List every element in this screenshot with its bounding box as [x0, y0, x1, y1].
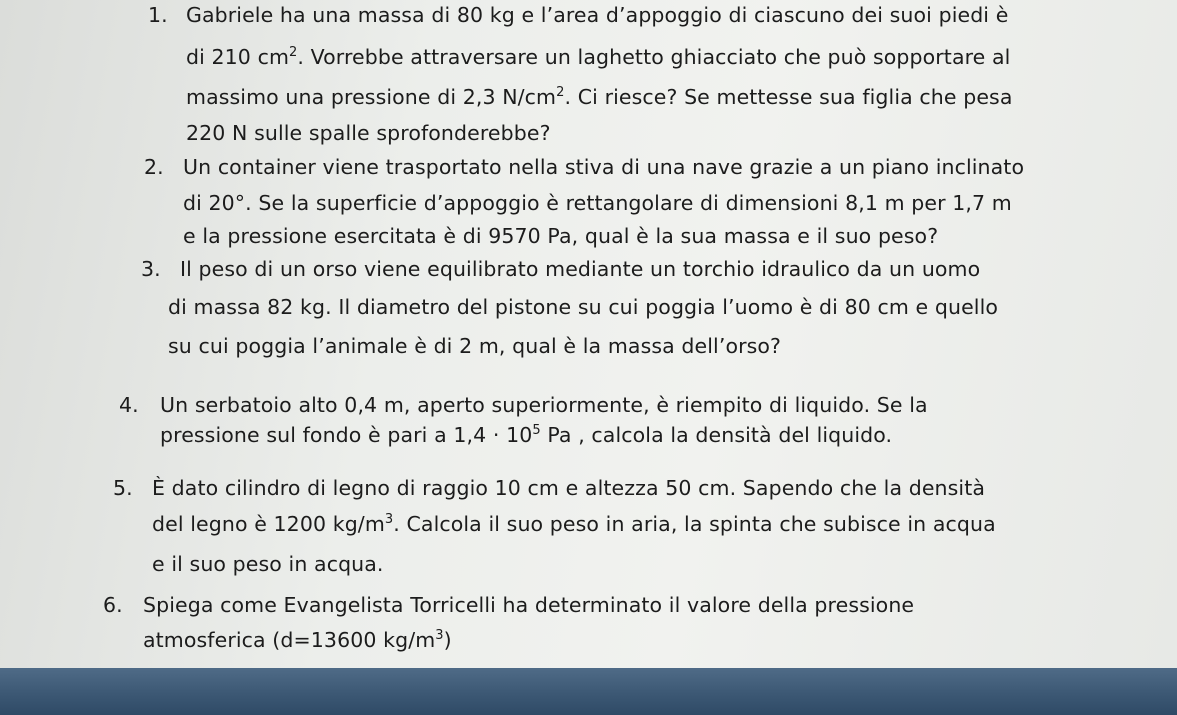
problem-1-number: 1. — [148, 3, 168, 27]
problem-4-line-2: pressione sul fondo è pari a $1,4 \cdot 10^5$ Pa , calcola la densità del liquido. — [160, 423, 893, 447]
problem-5-line-3: e il suo peso in acqua. — [152, 552, 384, 576]
problem-6-number: 6. — [103, 593, 123, 617]
problem-1-line-3: massimo una pressione di 2,3 $N/cm^2$. Ci riesce? Se mettesse sua figlia che pesa — [186, 85, 1013, 109]
problem-4-number: 4. — [119, 393, 139, 417]
problem-4-line-1: Un serbatoio alto 0,4 m, aperto superiormente, è riempito di liquido. Se la — [160, 393, 928, 417]
problem-3-number: 3. — [141, 257, 161, 281]
problem-5-line-1: È dato cilindro di legno di raggio 10 cm e altezza 50 cm. Sapendo che la densità — [152, 476, 986, 500]
problem-3-line-2: di massa 82 kg. Il diametro del pistone su cui poggia l’uomo è di 80 cm e quello — [168, 295, 999, 319]
problem-2-number: 2. — [144, 155, 164, 179]
problem-2-line-1: Un container viene trasportato nella stiva di una nave grazie a un piano inclinato — [183, 155, 1025, 179]
problem-2-line-2: di 20°. Se la superficie d’appoggio è rettangolare di dimensioni 8,1 m per 1,7 m — [183, 191, 1012, 215]
problem-3-line-1: Il peso di un orso viene equilibrato mediante un torchio idraulico da un uomo — [180, 257, 981, 281]
problem-1-line-2: di 210 $cm^2$. Vorrebbe attraversare un laghetto ghiacciato che può sopportare al — [186, 45, 1011, 69]
problem-1-line-1: Gabriele ha una massa di 80 kg e l’area d’appoggio di ciascuno dei suoi piedi è — [186, 3, 1009, 27]
problem-3-line-3: su cui poggia l’animale è di 2 m, qual è la massa dell’orso? — [168, 334, 782, 358]
problem-6-line-2: atmosferica (d=13600 $kg/m^3$) — [143, 628, 452, 652]
problem-1-line-4: 220 N sulle spalle sprofonderebbe? — [186, 121, 551, 145]
problem-2-line-3: e la pressione esercitata è di 9570 Pa, qual è la sua massa e il suo peso? — [183, 224, 939, 248]
problem-5-line-2: del legno è 1200 $kg/m^3$. Calcola il suo peso in aria, la spinta che subisce in acqua — [152, 512, 996, 536]
problem-6-line-1: Spiega come Evangelista Torricelli ha determinato il valore della pressione — [143, 593, 915, 617]
problem-5-number: 5. — [113, 476, 133, 500]
